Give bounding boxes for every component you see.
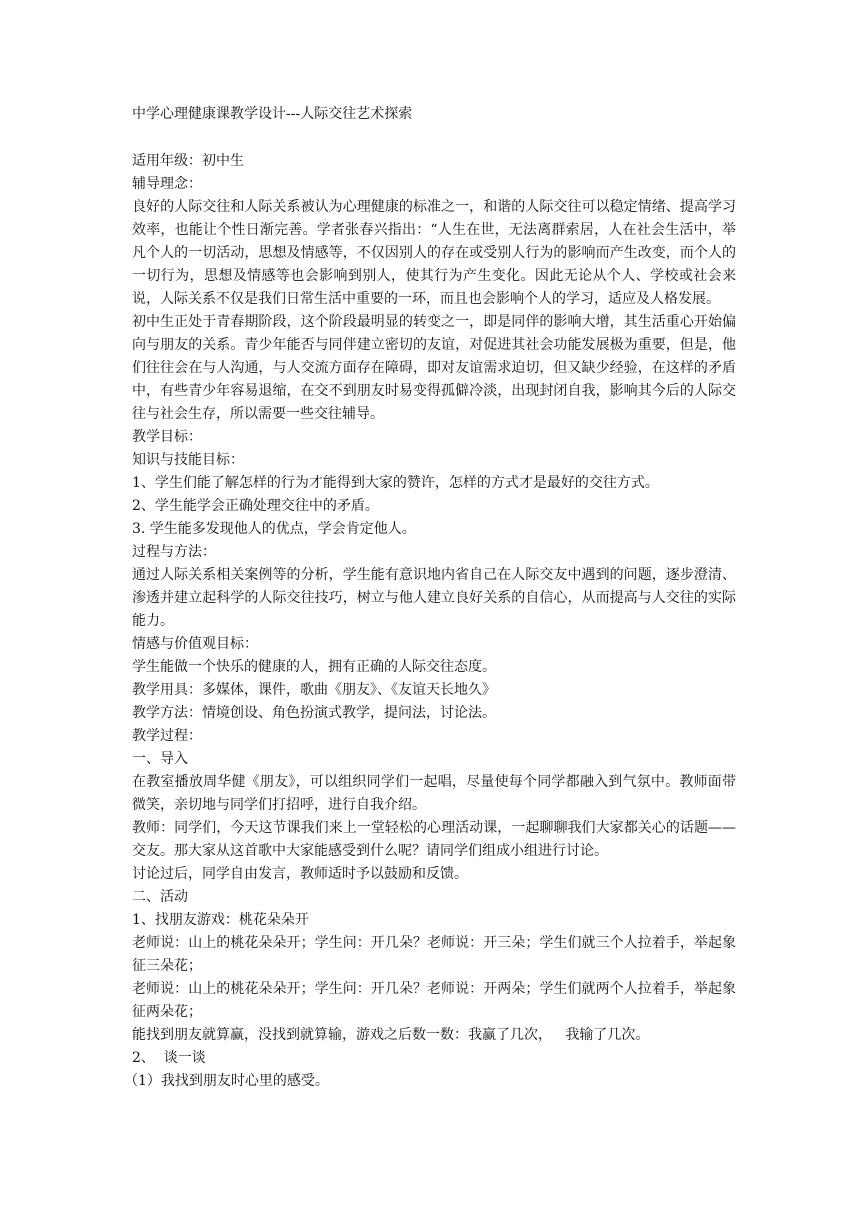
tools-line: 教学用具：多媒体，课件，歌曲《朋友》、《友谊天长地久》	[132, 682, 496, 698]
activity-1-paragraph-2: 老师说：山上的桃花朵朵开；学生问：开几朵？老师说：开两朵；学生们就两个人拉着手，举起象征两朵花；	[132, 981, 736, 1020]
grade-line: 适用年级：初中生	[132, 153, 244, 169]
philosophy-heading: 辅导理念：	[132, 176, 202, 192]
activity-2-question-1: （1）我找到朋友时心里的感受。	[124, 1073, 329, 1089]
philosophy-paragraph-2: 初中生正处于青春期阶段，这个阶段最明显的转变之一，即是同伴的影响大增，其生活重心开始偏向与朋友的关系。青少年能否与同伴建立密切的友谊，对促进其社会功能发展极为重要，但是，他们往往会在与人沟通，与人交流方面存在障碍，即对友谊需求迫切，但又缺少经验，在这样的矛盾中，有些青少年容易退缩，在交不到朋友时易变得孤僻冷淡，出现封闭自我，影响其今后的人际交往与社会生存，所以需要一些交往辅导。	[132, 314, 736, 422]
section-activity-heading: 二、活动	[132, 889, 188, 905]
activity-1-paragraph-1: 老师说：山上的桃花朵朵开；学生问：开几朵？老师说：开三朵；学生们就三个人拉着手，举起象征三朵花；	[132, 935, 736, 974]
activity-1-paragraph-3: 能找到朋友就算赢，没找到就算输，游戏之后数一数：我赢了几次， 我输了几次。	[132, 1027, 650, 1043]
emotion-heading: 情感与价值观目标：	[132, 636, 258, 652]
methods-line: 教学方法：情境创设、角色扮演式教学，提问法，讨论法。	[132, 705, 496, 721]
intro-paragraph-1: 在教室播放周华健《朋友》，可以组织同学们一起唱，尽量使每个同学都融入到气氛中。教师面带微笑，亲切地与同学们打招呼，进行自我介绍。	[132, 774, 736, 813]
intro-paragraph-3: 讨论过后，同学自由发言，教师适时予以鼓励和反馈。	[132, 866, 468, 882]
emotion-text: 学生能做一个快乐的健康的人，拥有正确的人际交往态度。	[132, 659, 496, 675]
intro-paragraph-2: 教师：同学们，今天这节课我们来上一堂轻松的心理活动课，一起聊聊我们大家都关心的话题——交友。那大家从这首歌中大家能感受到什么呢？请同学们组成小组进行讨论。	[132, 820, 736, 859]
goals-heading: 教学目标：	[132, 429, 202, 445]
activity-1-heading: 1、找朋友游戏：桃花朵朵开	[132, 912, 309, 928]
goal-item-3: 3. 学生能多发现他人的优点，学会肯定他人。	[132, 521, 416, 537]
document-page	[124, 102, 736, 1093]
activity-2-heading: 2、 谈一谈	[132, 1050, 206, 1066]
goal-item-2: 2、学生能学会正确处理交往中的矛盾。	[132, 498, 379, 514]
process-method-heading: 过程与方法：	[132, 544, 216, 560]
process-heading: 教学过程：	[132, 728, 202, 744]
philosophy-paragraph-1: 良好的人际交往和人际关系被认为心理健康的标准之一，和谐的人际交往可以稳定情绪、提高学习效率，也能让个性日渐完善。学者张春兴指出：“人生在世，无法离群索居，人在社会生活中，举凡个人的一切活动，思想及情感等，不仅因别人的存在或受别人行为的影响而产生改变，而个人的一切行为，思想及情感等也会影响到别人，使其行为产生变化。因此无论从个人、学校或社会来说，人际关系不仅是我们日常生活中重要的一环，而且也会影响个人的学习，适应及人格发展。	[132, 199, 736, 307]
document-title: 中学心理健康课教学设计---人际交往艺术探索	[132, 106, 413, 122]
process-method-paragraph: 通过人际关系相关案例等的分析，学生能有意识地内省自己在人际交友中遇到的问题，逐步澄清、渗透并建立起科学的人际交往技巧，树立与他人建立良好关系的自信心，从而提高与人交往的实际能力。	[132, 567, 736, 629]
knowledge-heading: 知识与技能目标：	[132, 452, 244, 468]
section-intro-heading: 一、导入	[132, 751, 188, 767]
goal-item-1: 1、学生们能了解怎样的行为才能得到大家的赞许，怎样的方式才是最好的交往方式。	[132, 475, 659, 491]
